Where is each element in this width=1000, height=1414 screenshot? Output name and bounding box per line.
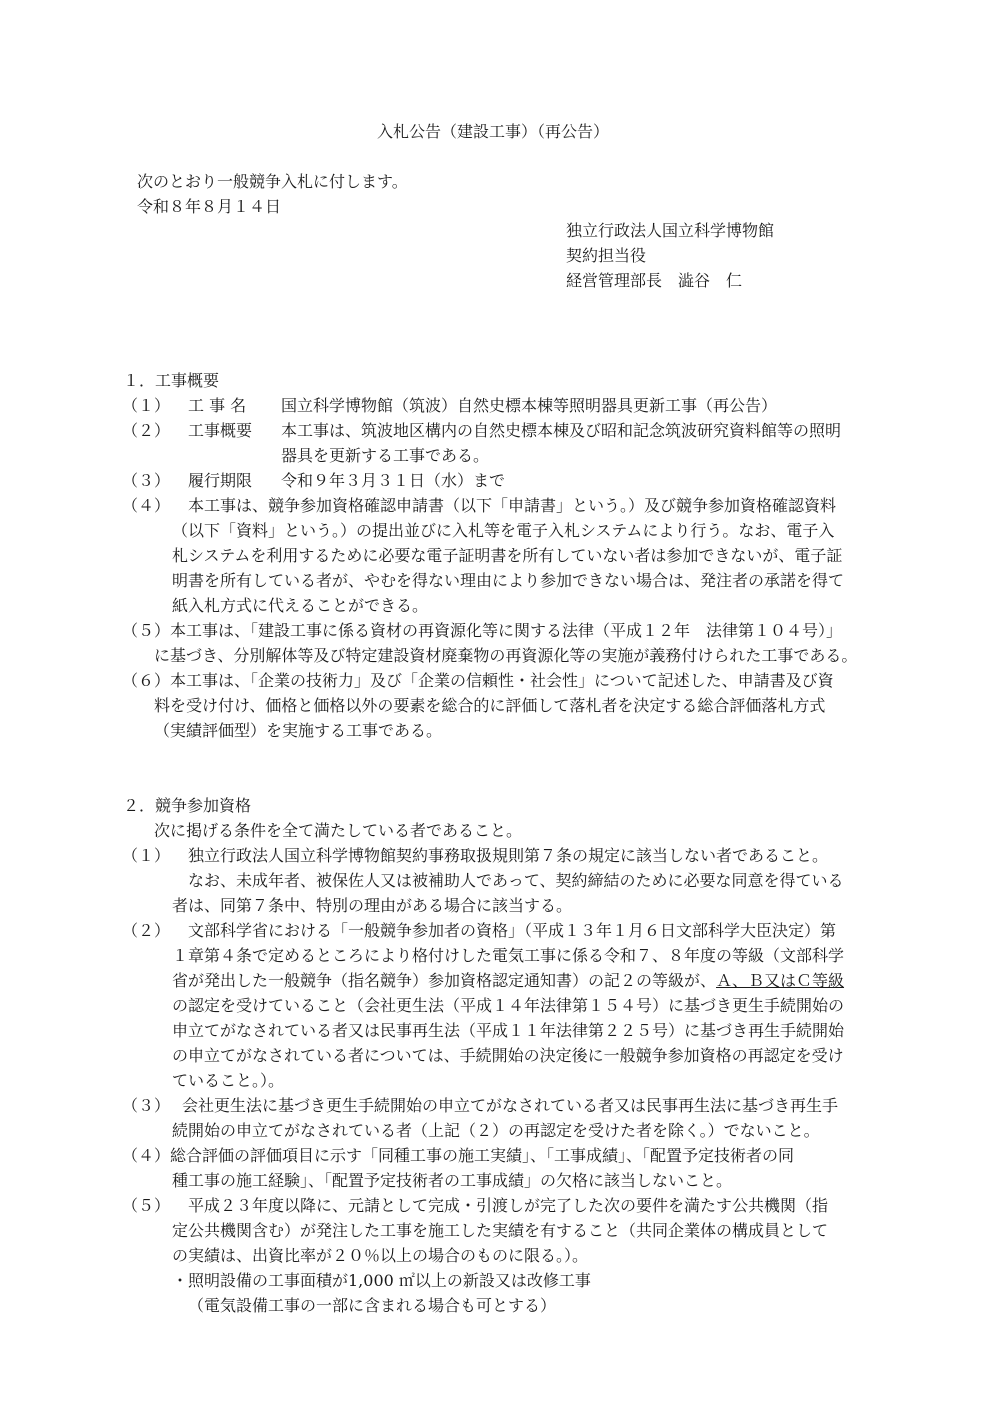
item-text: 独立行政法人国立科学博物館契約事務取扱規則第７条の規定に該当しない者であること。: [188, 846, 829, 865]
item-text: 明書を所有している者が、やむを得ない理由により参加できない場合は、発注者の承諾を得て: [172, 571, 845, 590]
item-text: の認定を受けていること（会社更生法（平成１４年法律第１５４号）に基づき更生手続開始の: [172, 996, 845, 1015]
item-text: 令和９年３月３１日（水）まで: [281, 471, 506, 490]
item-text: 定公共機関含む）が発注した工事を施工した実績を有すること（共同企業体の構成員として: [172, 1221, 829, 1240]
item-number: （１）: [122, 396, 171, 415]
item-text: 国立科学博物館（筑波）自然史標本棟等照明器具更新工事（再公告）: [281, 396, 778, 415]
item-text: ・照明設備の工事面積が1,000 ㎡以上の新設又は改修工事: [172, 1271, 591, 1290]
item-text: 料を受け付け、価格と価格以外の要素を総合的に評価して落札者を決定する総合評価落札方式: [154, 696, 826, 715]
item-number: （３）: [122, 1096, 171, 1115]
item-text: （実績評価型）を実施する工事である。: [154, 721, 443, 740]
item-label: 工事概要: [188, 421, 253, 440]
section2-heading: ２．競争参加資格: [123, 796, 252, 815]
item-number: （２）: [122, 421, 171, 440]
item-text-part: 省が発出した一般競争（指名競争）参加資格認定通知書）の記２の等級が、: [172, 971, 717, 990]
item-text: ていること。）。: [172, 1071, 285, 1090]
item-number: （３）: [122, 471, 171, 490]
issuer-org: 独立行政法人国立科学博物館: [566, 221, 775, 240]
item-text: なお、未成年者、被保佐人又は被補助人であって、契約締結のために必要な同意を得ている: [188, 871, 844, 890]
item-number: （４）: [122, 496, 171, 515]
item-number: （１）: [122, 846, 171, 865]
item-number: （５）: [122, 1196, 171, 1215]
item-text: （６）本工事は、「企業の技術力」及び「企業の信頼性・社会性」について記述した、申請書及び資: [122, 671, 834, 690]
section2-intro: 次に掲げる条件を全て満たしている者であること。: [154, 821, 523, 840]
item-text: １章第４条で定めるところにより格付けした電気工事に係る令和７、８年度の等級（文部科学: [172, 946, 845, 965]
item-text: に基づき、分別解体等及び特定建設資材廃棄物の再資源化等の実施が義務付けられた工事である。: [154, 646, 858, 665]
item-text: 本工事は、競争参加資格確認申請書（以下「申請書」という。）及び競争参加資格確認資料: [188, 496, 837, 515]
item-text: 平成２３年度以降に、元請として完成・引渡しが完了した次の要件を満たす公共機関（指: [188, 1196, 829, 1215]
item-text: （電気設備工事の一部に含まれる場合も可とする）: [188, 1296, 557, 1315]
item-text: 者は、同第７条中、特別の理由がある場合に該当する。: [172, 896, 573, 915]
item-text: 器具を更新する工事である。: [281, 446, 490, 465]
item-number: （２）: [122, 921, 171, 940]
item-text: の実績は、出資比率が２０％以上の場合のものに限る。）。: [172, 1246, 589, 1265]
item-text: の申立てがなされている者については、手続開始の決定後に一般競争参加資格の再認定を受け: [172, 1046, 844, 1065]
item-text: （４）総合評価の評価項目に示す「同種工事の施工実績」、「工事成績」、「配置予定技術者の同: [122, 1146, 795, 1165]
notice-date: 令和８年８月１４日: [137, 197, 282, 216]
item-text: [172, 970, 844, 992]
item-text: 会社更生法に基づき更生手続開始の申立てがなされている者又は民事再生法に基づき再生手: [182, 1096, 839, 1115]
section1-heading: １．工事概要: [123, 371, 220, 390]
item-text: 紙入札方式に代えることができる。: [172, 596, 429, 615]
item-text: （５）本工事は、「建設工事に係る資材の再資源化等に関する法律（平成１２年 法律第１０４号）」: [122, 621, 843, 640]
grade-underlined: Ａ、Ｂ又はＣ等級: [716, 971, 845, 990]
issuer-role: 契約担当役: [566, 246, 647, 265]
item-label: 履行期限: [188, 471, 253, 490]
item-label: 工 事 名: [188, 396, 247, 415]
intro-text: 次のとおり一般競争入札に付します。: [137, 172, 408, 191]
item-text: 文部科学省における「一般競争参加者の資格」（平成１３年１月６日文部科学大臣決定）第: [188, 921, 837, 940]
item-text: （以下「資料」という。）の提出並びに入札等を電子入札システムにより行う。なお、電子入: [172, 521, 835, 540]
item-text: 札システムを利用するために必要な電子証明書を所有していない者は参加できないが、電子証: [172, 546, 843, 565]
item-text: 続開始の申立てがなされている者（上記（２）の再認定を受けた者を除く。）でないこと。: [172, 1121, 820, 1140]
page-title: 入札公告（建設工事）（再公告）: [377, 122, 610, 141]
item-text: 申立てがなされている者又は民事再生法（平成１１年法律第２２５号）に基づき再生手続開始: [172, 1021, 845, 1040]
item-text: 種工事の施工経験」、「配置予定技術者の工事成績」の欠格に該当しないこと。: [172, 1171, 733, 1190]
issuer-name: 経営管理部長 澁谷 仁: [566, 271, 743, 290]
item-text: 本工事は、筑波地区構内の自然史標本棟及び昭和記念筑波研究資料館等の照明: [281, 421, 842, 440]
